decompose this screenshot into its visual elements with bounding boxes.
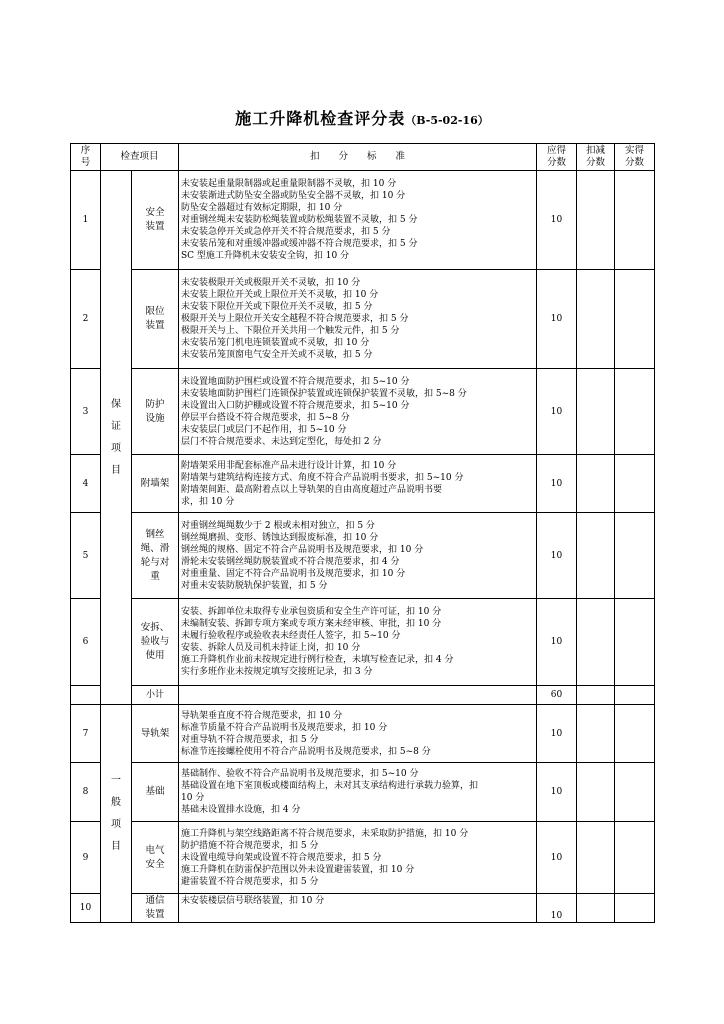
deduction-items: 未安装极限开关或极限开关不灵敏，扣 10 分 未安装上限位开关或上限位开关不灵敏，扣 10 分 未安装下限位开关或下限位开关不灵敏，扣 5 分 极限开关与上限位开关安全越程不符合规范要求，扣 5 分 极限开关与上、下限位开关共用一个触发元件，扣 5 分 未安装吊笼门机电连锁装置或不灵敏，扣 10 分 未安装吊笼顶窗电气安全开关或不灵敏，扣 5 分 [179,270,537,369]
deduction-items: 未设置地面防护围栏或设置不符合规范要求，扣 5~10 分 未安装地面防护围栏门连锁保护装置或连锁保护装置不灵敏，扣 5~8 分 未设置出入口防护棚或设置不符合规范要求，扣 5~10 分 停层平台搭设不符合规范要求，扣 5~8 分 未安装层门或层门不起作用，扣 5~10 分 层门不符合规范要求、未达到定型化，每处扣 2 分 [179,369,537,455]
group-label-general: 一 般 项 目 [101,705,132,923]
actual-score-cell[interactable] [615,369,655,455]
table-row [71,369,655,455]
row-number: 2 [71,270,101,369]
row-number: 6 [71,599,101,686]
row-number: 10 [71,894,101,923]
deduction-items: 附墙架采用非配套标准产品未进行设计计算，扣 10 分 附墙架与建筑结构连接方式、角度不符合产品说明书要求，扣 5~10 分 附墙架间距、最高附着点以上导轨架的自由高度超过产品说明书要 求，扣 10 分 [179,455,537,513]
item-name: 钢丝 绳、滑 轮与对 重 [132,513,179,599]
header-due-score: 应得 分数 [537,144,577,171]
group-label-guarantee: 保 证 项 目 [101,171,132,705]
header-deducted-score: 扣减 分数 [577,144,615,171]
due-score: 10 [537,513,577,599]
deducted-score-cell[interactable] [577,599,615,686]
inspection-score-table [70,143,655,923]
due-score: 10 [537,270,577,369]
deducted-score-cell[interactable] [577,171,615,270]
due-score: 10 [537,455,577,513]
row-number-empty [71,686,101,705]
row-number: 7 [71,705,101,763]
actual-score-cell[interactable] [615,894,655,923]
table-row [71,763,655,822]
subtotal-label: 小计 [132,686,179,705]
item-name: 通信 装置 [132,894,179,923]
item-name: 附墙架 [132,455,179,513]
page-title: 施工升降机检查评分表 [235,109,406,128]
deduction-items: 对重钢丝绳绳数少于 2 根或未相对独立，扣 5 分 钢丝绳磨损、变形、锈蚀达到报废标准，扣 10 分 钢丝绳的规格、固定不符合产品说明书及规范要求，扣 10 分 滑轮未安装钢丝绳防脱装置或不符合规范要求，扣 4 分 对重重量、固定不符合产品说明书及规范要求，扣 10 分 对重未安装防脱轨保护装置，扣 5 分 [179,513,537,599]
table-row [71,171,655,270]
item-name: 基础 [132,763,179,822]
row-number: 1 [71,171,101,270]
deduction-items: 导轨架垂直度不符合规范要求，扣 10 分 标准节质量不符合产品说明书及规范要求，扣 10 分 对重导轨不符合规范要求，扣 5 分 标准节连接螺栓使用不符合产品说明书及规范要求，扣 5~8 分 [179,705,537,763]
actual-score-cell[interactable] [615,270,655,369]
table-row [71,822,655,894]
deduction-items: 未安装起重量限制器或起重量限制器不灵敏，扣 10 分 未安装渐进式防坠安全器或防坠安全器不灵敏，扣 10 分 防坠安全器超过有效标定期限，扣 10 分 对重钢丝绳未安装防松绳装置或防松绳装置不灵敏，扣 5 分 未安装急停开关或急停开关不符合规范要求，扣 5 分 未安装吊笼和对重缓冲器或缓冲器不符合规范要求，扣 5 分 SC 型施工升降机未安装安全钩，扣 10 分 [179,171,537,270]
header-check-item: 检查项目 [101,144,179,171]
table-row [71,705,655,763]
document-title-block [0,106,724,129]
header-row [71,144,655,171]
actual-score-cell[interactable] [615,705,655,763]
deducted-score-cell[interactable] [577,270,615,369]
due-score: 10 [537,171,577,270]
actual-score-cell[interactable] [615,599,655,686]
header-actual-score: 实得 分数 [615,144,655,171]
deducted-score-cell[interactable] [577,894,615,923]
row-number: 9 [71,822,101,894]
item-name: 安全 装置 [132,171,179,270]
actual-score-cell[interactable] [615,171,655,270]
form-code: （B-5-02-16） [405,114,489,127]
item-name: 电气 安全 [132,822,179,894]
item-name: 安拆、 验收与 使用 [132,599,179,686]
subtotal-empty [179,686,537,705]
item-name: 防护 设施 [132,369,179,455]
due-score: 10 [537,822,577,894]
deducted-score-cell[interactable] [577,822,615,894]
deducted-score-cell[interactable] [577,369,615,455]
due-score: 10 [537,763,577,822]
actual-score-cell[interactable] [615,822,655,894]
row-number: 4 [71,455,101,513]
deducted-score-cell[interactable] [577,455,615,513]
subtotal-actual-cell[interactable] [615,686,655,705]
subtotal-due-score: 60 [537,686,577,705]
deduction-items: 施工升降机与架空线路距离不符合规范要求，未采取防护措施，扣 10 分 防护措施不符合规范要求，扣 5 分 未设置电缆导向架或设置不符合规范要求，扣 5 分 施工升降机在防雷保护范围以外未设置避雷装置，扣 10 分 避雷装置不符合规范要求，扣 5 分 [179,822,537,894]
row-number: 3 [71,369,101,455]
due-score: 10 [537,599,577,686]
subtotal-deducted-cell[interactable] [577,686,615,705]
actual-score-cell[interactable] [615,513,655,599]
deducted-score-cell[interactable] [577,763,615,822]
header-seq: 序 号 [71,144,101,171]
item-name: 限位 装置 [132,270,179,369]
due-score: 10 [537,705,577,763]
table-row [71,270,655,369]
actual-score-cell[interactable] [615,763,655,822]
table-row [71,513,655,599]
due-score: 10 [537,369,577,455]
row-number: 5 [71,513,101,599]
table-row [71,894,655,923]
table-row [71,599,655,686]
item-name: 导轨架 [132,705,179,763]
deduction-items: 基础制作、验收不符合产品说明书及规范要求，扣 5~10 分 基础设置在地下室顶板或楼面结构上，未对其支承结构进行承载力验算，扣 10 分 基础未设置排水设施，扣 4 分 [179,763,537,822]
deduction-items: 安装、拆卸单位未取得专业承包资质和安全生产许可证，扣 10 分 未编制安装、拆卸专项方案或专项方案未经审核、审批，扣 10 分 未履行验收程序或验收表未经责任人签字，扣 5~10 分 安装、拆除人员及司机未持证上岗，扣 10 分 施工升降机作业前未按规定进行例行检查，未填写检查记录，扣 4 分 实行多班作业未按规定填写交接班记录，扣 3 分 [179,599,537,686]
deduction-items: 未安装楼层信号联络装置，扣 10 分 [179,894,537,923]
due-score: 10 [537,894,577,923]
subtotal-row [71,686,655,705]
header-deduction-standard: 扣 分 标 准 [179,144,537,171]
deducted-score-cell[interactable] [577,705,615,763]
table-row [71,455,655,513]
deducted-score-cell[interactable] [577,513,615,599]
actual-score-cell[interactable] [615,455,655,513]
row-number: 8 [71,763,101,822]
